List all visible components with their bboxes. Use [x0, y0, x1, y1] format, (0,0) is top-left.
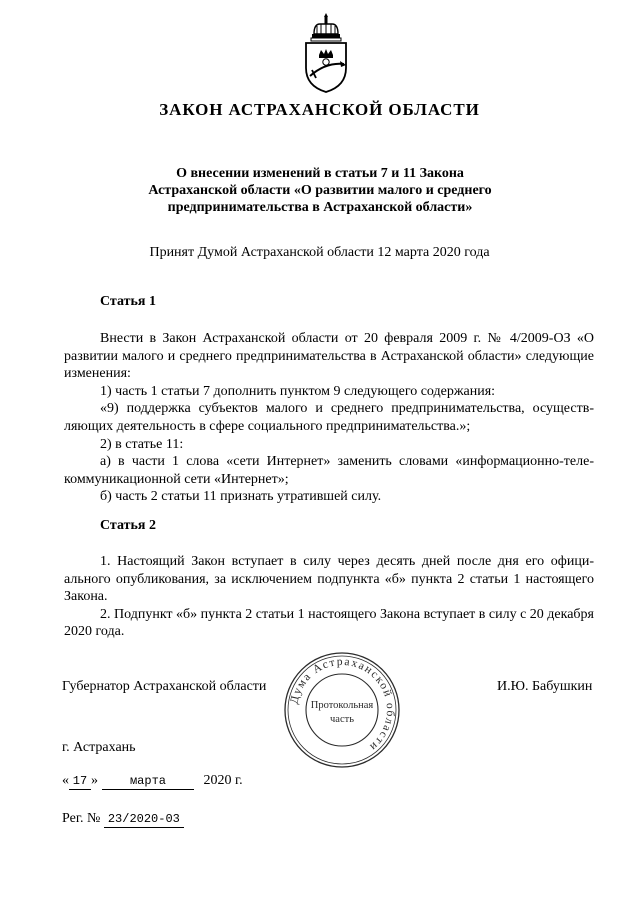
subject-line: предпринимательства в Астраханской области» [167, 200, 473, 215]
date-year: 2020 г. [203, 773, 243, 788]
registration-value: 23/2020-03 [104, 812, 184, 828]
subject-line: Астраханской области «О развитии малого и среднего [148, 183, 492, 198]
date-close-quote: » [91, 773, 98, 788]
signer-position: Губернатор Астраханской области [62, 679, 267, 694]
article-paragraph: 1. Настоящий Закон вступает в силу через десять дней после дня его официального опубликования, за исключением подпункта «б» пункта 2 статьи 1 настоящего Закона. [64, 554, 594, 605]
subject-line: О внесении изменений в статьи 7 и 11 Закона [176, 166, 464, 181]
article-paragraph: «9) поддержка субъектов малого и среднего предпринимательства, осуществляющих деятельность в сфере социального предпринимательства.»; [64, 401, 594, 434]
signer-name: И.Ю. Бабушкин [497, 679, 593, 694]
stamp-center-line2: часть [330, 714, 354, 725]
article-paragraph: б) часть 2 статьи 11 признать утратившей силу. [100, 489, 382, 505]
date-open-quote: « [62, 773, 69, 788]
date-day: 17 [69, 774, 91, 790]
place-of-signing: г. Астрахань [62, 740, 136, 755]
article-paragraph: а) в части 1 слова «сети Интернет» заменить словами «информационно-телекоммуникационной сети «Интернет»; [64, 454, 594, 487]
adoption-note: Принят Думой Астраханской области 12 марта 2020 года [149, 245, 490, 260]
article-2-body [64, 553, 594, 641]
law-subject [120, 165, 520, 216]
article-paragraph: 2) в статье 11: [100, 436, 184, 452]
stamp-center-line1: Протокольная [310, 700, 374, 711]
article-2-heading: Статья 2 [100, 518, 156, 533]
signing-date [62, 773, 243, 790]
article-paragraph: Внести в Закон Астраханской области от 20 февраля 2009 г. № 4/2009-ОЗ «О развитии малого и среднего предпринимательства в Астраханской области» следующие изменения: [64, 331, 594, 382]
article-1-heading: Статья 1 [100, 294, 156, 309]
coat-of-arms-icon [300, 12, 352, 94]
law-title: ЗАКОН АСТРАХАНСКОЙ ОБЛАСТИ [159, 100, 480, 119]
registration-number [62, 811, 184, 828]
article-1-body [64, 330, 594, 506]
article-paragraph: 1) часть 1 статьи 7 дополнить пунктом 9 следующего содержания: [100, 383, 496, 399]
registration-label: Рег. № [62, 811, 101, 826]
stamp-ring-textpath: Дума Астраханской области [288, 655, 397, 754]
date-month: марта [102, 774, 194, 790]
official-stamp [282, 650, 402, 770]
article-paragraph: 2. Подпункт «б» пункта 2 статьи 1 настоящего Закона вступает в силу с 20 декабря 2020 года. [64, 606, 594, 640]
